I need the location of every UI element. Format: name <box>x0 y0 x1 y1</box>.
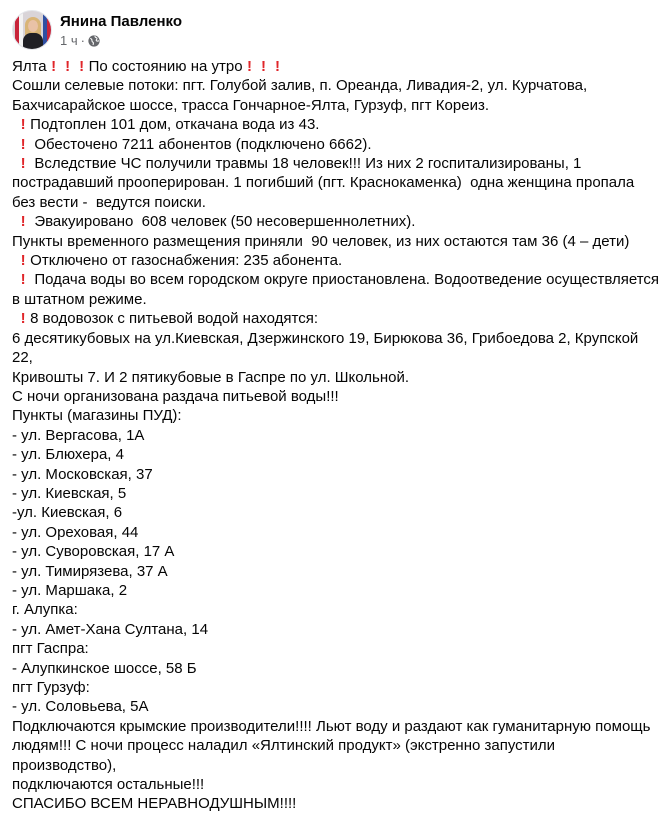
post-line <box>12 620 662 639</box>
post-line-text: -ул. Киевская, 6 <box>12 504 123 522</box>
exclamation-icon: ! <box>261 58 267 75</box>
exclamation-icon: ! <box>275 58 281 75</box>
exclamation-icon: ! <box>20 135 26 153</box>
post-line <box>12 775 662 794</box>
post-line <box>12 600 662 619</box>
post-line <box>12 154 662 173</box>
post-message <box>12 57 662 814</box>
post-line <box>12 542 662 561</box>
post-header <box>12 10 182 50</box>
post-line-text: Обесточено 7211 абонентов (подключено 6662). <box>30 135 372 153</box>
post-line-text: Подача воды во всем городском округе приостановлена. Водоотведение осуществляется <box>30 271 660 289</box>
exclamation-icon: ! <box>51 58 57 75</box>
post-line-text: - Алупкинское шоссе, 58 Б <box>12 659 197 677</box>
post-line <box>12 581 662 600</box>
post-line-text: без вести - ведутся поиски. <box>12 193 206 211</box>
post-line <box>12 484 662 503</box>
post-line-text: - ул. Вергасова, 1А <box>12 426 145 444</box>
post-line-text: - ул. Ореховая, 44 <box>12 523 139 541</box>
post-line <box>12 678 662 697</box>
post-meta <box>60 32 182 49</box>
meta-separator: · <box>80 32 85 48</box>
post-line <box>12 503 662 522</box>
post-line <box>12 426 662 445</box>
exclamation-icon: ! <box>65 58 71 75</box>
post-line <box>12 57 662 76</box>
post-line-text: 6 десятикубовых на ул.Киевская, Дзержинского 19, Бирюкова 36, Грибоедова 2, Крупской 22, <box>12 329 643 367</box>
post-line <box>12 309 662 328</box>
post-line <box>12 736 662 775</box>
post-line-text: Кривошты 7. И 2 пятикубовые в Гаспре по ул. Школьной. <box>12 368 410 386</box>
post-line <box>12 173 662 192</box>
post-line <box>12 115 662 134</box>
post-line-text: в штатном режиме. <box>12 290 147 308</box>
post-line <box>12 659 662 678</box>
avatar-person <box>23 33 43 50</box>
exclamation-icon: ! <box>247 58 253 75</box>
post-line-text: Эвакуировано 608 человек (50 несовершеннолетних). <box>30 213 416 231</box>
post-line <box>12 368 662 387</box>
post-line-text: подключаются остальные!!! <box>12 776 205 794</box>
post-line-text: С ночи организована раздача питьевой воды!!! <box>12 387 339 405</box>
post-line-text: - ул. Киевская, 5 <box>12 484 127 502</box>
post-line <box>12 697 662 716</box>
post-line <box>12 76 662 95</box>
post-line-text: Пункты (магазины ПУД): <box>12 407 182 425</box>
post-line-text: - ул. Соловьева, 5А <box>12 698 149 716</box>
post-line <box>12 251 662 270</box>
post-line-text: людям!!! С ночи процесс наладил «Ялтинский продукт» (экстренно запустили производство), <box>12 737 560 774</box>
post-line <box>12 270 662 289</box>
post-line <box>12 465 662 484</box>
avatar[interactable] <box>12 10 52 50</box>
post-line <box>12 717 662 736</box>
post-line-text: - ул. Московская, 37 <box>12 465 153 483</box>
exclamation-icon: ! <box>20 155 26 173</box>
post-line <box>12 193 662 212</box>
post-line <box>12 329 662 368</box>
header-text <box>60 12 182 49</box>
post-line-text: Подключаются крымские производители!!!! Льют воду и раздают как гуманитарную помощь <box>12 717 651 735</box>
exclamation-icon: ! <box>20 310 26 328</box>
post-line-text: пострадавший прооперирован. 1 погибший (пгт. Краснокаменка) одна женщина пропала <box>12 174 635 192</box>
post-line <box>12 135 662 154</box>
exclamation-icon: ! <box>79 58 85 75</box>
exclamation-icon: ! <box>20 213 26 231</box>
post-line <box>12 445 662 464</box>
post-line-text: пгт Гурзуф: <box>12 679 90 696</box>
post-line-text: - ул. Маршака, 2 <box>12 581 128 599</box>
avatar-person <box>28 20 38 32</box>
flag-stripe <box>47 11 51 49</box>
post-line <box>12 212 662 231</box>
post-line-text: Пункты временного размещения приняли 90 человек, из них остаются там 36 (4 – дети) <box>12 232 630 250</box>
post-time[interactable]: 1 ч <box>60 32 78 48</box>
post-line-text: г. Алупка: <box>12 601 78 619</box>
post-line-text: пгт Гаспра: <box>12 640 89 658</box>
post-line <box>12 387 662 406</box>
post-line-text: Вследствие ЧС получили травмы 18 человек!!! Из них 2 госпитализированы, 1 <box>30 155 582 173</box>
post-line-text: - ул. Тимирязева, 37 А <box>12 562 168 580</box>
post-line-text: - ул. Блюхера, 4 <box>12 446 124 464</box>
post-line-text: Подтоплен 101 дом, откачана вода из 43. <box>30 116 320 134</box>
exclamation-icon: ! <box>20 271 26 289</box>
post-line <box>12 96 662 115</box>
post-line-text: Бахчисарайское шоссе, трасса Гончарное-Ялта, Гурзуф, пгт Кореиз. <box>12 96 489 114</box>
post-line <box>12 406 662 425</box>
post-line <box>12 562 662 581</box>
post-line-text: Сошли селевые потоки: пгт. Голубой залив, п. Ореанда, Ливадия-2, ул. Курчатова, <box>12 77 588 95</box>
post-line <box>12 290 662 309</box>
exclamation-icon: ! <box>20 252 26 270</box>
post-line <box>12 232 662 251</box>
post-line-text: Ялта <box>12 58 47 75</box>
post-line-text: СПАСИБО ВСЕМ НЕРАВНОДУШНЫМ!!!! <box>12 795 297 813</box>
post-line-text: - ул. Суворовская, 17 А <box>12 543 175 561</box>
post-line <box>12 794 662 813</box>
exclamation-icon: ! <box>20 116 26 134</box>
post-line-text: По состоянию на утро <box>88 58 243 75</box>
post-line-text: - ул. Амет-Хана Султана, 14 <box>12 620 209 638</box>
author-name[interactable]: Янина Павленко <box>60 12 182 30</box>
post-line <box>12 639 662 658</box>
post-line <box>12 523 662 542</box>
globe-icon[interactable] <box>88 34 100 46</box>
post-line-text: 8 водовозок с питьевой водой находятся: <box>30 310 319 328</box>
post-line-text: Отключено от газоснабжения: 235 абонента. <box>30 252 343 270</box>
